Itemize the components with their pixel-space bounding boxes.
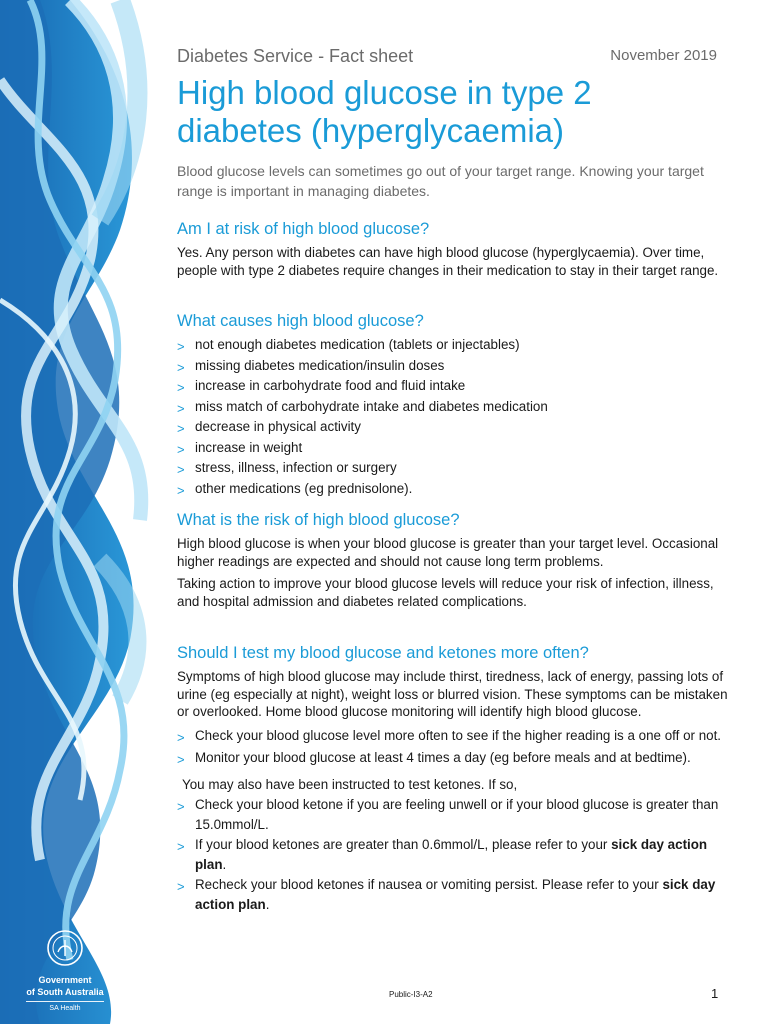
section-heading: What causes high blood glucose?: [177, 312, 424, 330]
section-heading: What is the risk of high blood glucose?: [177, 511, 460, 529]
section-paragraph: Yes. Any person with diabetes can have high blood glucose (hyperglycaemia). Over time, people with type 2 diabetes require changes in their medication to stay in their target range.: [177, 245, 719, 278]
test-list: [177, 726, 737, 768]
government-sa-logo: [20, 928, 110, 1013]
section-causes: [177, 310, 737, 499]
list-item: > miss match of carbohydrate intake and diabetes medication: [177, 397, 737, 418]
publication-date: November 2019: [610, 47, 717, 64]
page-number: 1: [711, 986, 719, 1001]
list-text: Recheck your blood ketones if nausea or vomiting persist. Please refer to your: [195, 877, 663, 892]
list-item: > increase in weight: [177, 438, 737, 459]
title-line2: diabetes (hyperglycaemia): [177, 112, 565, 149]
list-item: > Check your blood ketone if you are feeling unwell or if your blood glucose is greater than 15.0mmol/L.: [177, 795, 737, 834]
series-label: Diabetes Service - Fact sheet: [177, 46, 414, 66]
sick-day-plan-emphasis: sick day action plan: [195, 837, 708, 872]
list-item: > stress, illness, infection or surgery: [177, 458, 737, 479]
section-paragraph: High blood glucose is when your blood glucose is greater than your target level. Occasional higher readings are expected and should not cause long term problems.: [177, 536, 719, 569]
section-heading: Am I at risk of high blood glucose?: [177, 220, 430, 238]
section-paragraph: Symptoms of high blood glucose may include thirst, tiredness, lack of energy, passing lots of urine (eg especially at night), weight loss or blurred vision. These symptoms can be mistaken or overlooked. Home blood glucose monitoring will identify high blood glucose.: [177, 669, 728, 719]
list-item: > other medications (eg prednisolone).: [177, 479, 737, 500]
list-text: If your blood ketones are greater than 0.6mmol/L, please refer to your: [195, 837, 612, 852]
ketone-intro: You may also have been instructed to test ketones. If so,: [182, 776, 518, 792]
list-item: [177, 835, 737, 874]
decorative-wave-sidebar: [0, 0, 160, 1024]
list-item: > Monitor your blood glucose at least 4 times a day (eg before meals and at bedtime).: [177, 748, 737, 768]
sick-day-plan-emphasis: sick day action plan: [195, 877, 716, 912]
logo-divider: [26, 1001, 104, 1002]
intro-paragraph: Blood glucose levels can sometimes go out of your target range. Knowing your target range is important in managing diabetes.: [177, 163, 704, 199]
logo-line1: Government: [38, 975, 92, 985]
section-paragraph: Taking action to improve your blood glucose levels will reduce your risk of infection, illness, and hospital admission and diabetes related complications.: [177, 576, 714, 609]
list-item: > Check your blood glucose level more often to see if the higher reading is a one off or not.: [177, 726, 737, 746]
list-text: .: [222, 856, 227, 872]
logo-line3: SA Health: [49, 1005, 81, 1012]
section-heading: Should I test my blood glucose and ketones more often?: [177, 644, 589, 662]
list-item: > missing diabetes medication/insulin doses: [177, 356, 737, 377]
title-line1: High blood glucose in type 2: [177, 74, 592, 111]
list-item: [177, 875, 737, 914]
list-text: .: [265, 896, 270, 912]
section-test: [177, 642, 737, 914]
document-code: Public-I3-A2: [389, 990, 433, 999]
section-what-risk: [177, 509, 737, 610]
causes-list: [177, 335, 737, 499]
ketone-list: [177, 795, 737, 914]
list-item: > decrease in physical activity: [177, 417, 737, 438]
logo-line2: of South Australia: [26, 987, 104, 997]
list-item: > not enough diabetes medication (tablets or injectables): [177, 335, 737, 356]
section-risk: [177, 218, 737, 279]
sa-crest-icon: [45, 928, 85, 968]
page-title: [177, 74, 737, 150]
list-item: > increase in carbohydrate food and fluid intake: [177, 376, 737, 397]
